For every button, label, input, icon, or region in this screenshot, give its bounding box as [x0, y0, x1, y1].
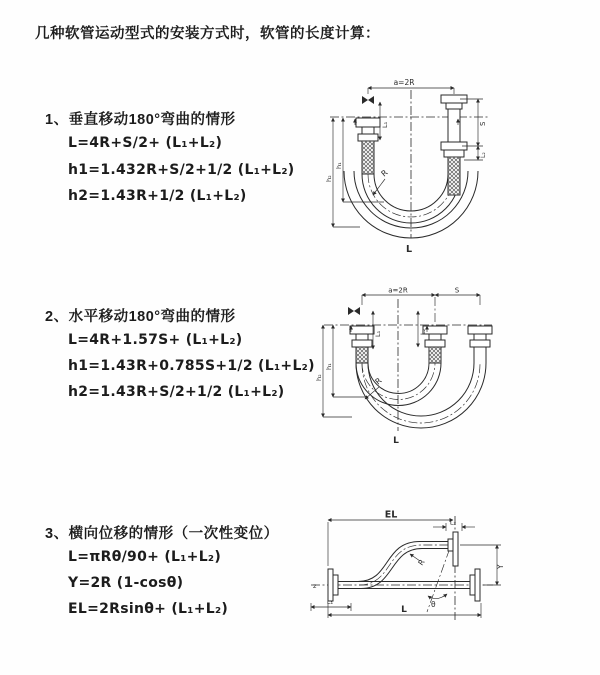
dim-label-h2: h₂ [325, 175, 333, 182]
dim-label-s: S [479, 121, 487, 126]
section-2-formula-L: L=4R+1.57S+ (L₁+L₂) [68, 332, 243, 348]
dim-label-l2: L₂ [419, 328, 427, 335]
page-title: 几种软管运动型式的安装方式时，软管的长度计算： [35, 26, 380, 42]
dim-label-l: L [405, 244, 413, 255]
section-3-formula-EL: EL=2Rsinθ+ (L₁+L₂) [68, 601, 229, 617]
dim-label-l1: L₁ [374, 330, 382, 337]
dim-label-a2r: a=2R [388, 286, 408, 295]
diagram-lateral-displacement [303, 508, 598, 638]
dim-label-l: L [393, 436, 399, 446]
section-1-formula-h1: h1=1.432R+S/2+1/2 (L₁+L₂) [68, 162, 295, 178]
dim-label-h1: h₁ [335, 162, 343, 169]
section-1-formula-h2: h2=1.43R+1/2 (L₁+L₂) [68, 188, 247, 204]
flange [453, 532, 458, 566]
dim-label-l: L [401, 605, 407, 615]
diagram-vertical-180-bend [312, 72, 597, 257]
dim-label-a2r: a=2R [393, 78, 415, 87]
dim-label-h1: h₁ [325, 363, 333, 370]
flange [475, 569, 480, 601]
section-2-heading: 2、水平移动180°弯曲的情形 [45, 309, 236, 325]
dim-label-l2: L₂ [449, 518, 457, 527]
section-3-heading: 3、横向位移的情形（一次性变位） [45, 526, 279, 542]
dim-label-h2: h₂ [315, 374, 323, 381]
dim-label-l1: L₁ [381, 121, 389, 128]
dim-label-l1: L₁ [326, 598, 334, 606]
section-3-formula-Y: Y=2R (1-cosθ) [68, 575, 184, 591]
section-1-heading: 1、垂直移动180°弯曲的情形 [45, 112, 236, 128]
dim-label-r: R [379, 168, 390, 179]
diagram-horizontal-180-bend [310, 283, 595, 458]
section-2-formula-h2: h2=1.43R+S/2+1/2 (L₁+L₂) [68, 384, 285, 400]
dim-label-theta: θ [431, 600, 436, 609]
section-3-formula-L: L=πRθ/90+ (L₁+L₂) [68, 549, 222, 565]
dim-label-r: R [416, 557, 427, 568]
flange [328, 569, 333, 601]
valve-icon [362, 96, 374, 104]
dim-label-y: Y [496, 564, 505, 569]
dim-label-z: z [313, 582, 317, 590]
section-1-formula-L: L=4R+S/2+ (L₁+L₂) [68, 135, 223, 151]
dim-label-l2: L₂ [480, 152, 487, 158]
dim-label-s: S [454, 286, 460, 295]
section-2-formula-h1: h1=1.43R+0.785S+1/2 (L₁+L₂) [68, 358, 315, 374]
dim-label-r: R [373, 376, 384, 387]
dim-label-el: EL [384, 509, 398, 521]
valve-icon [348, 307, 360, 315]
